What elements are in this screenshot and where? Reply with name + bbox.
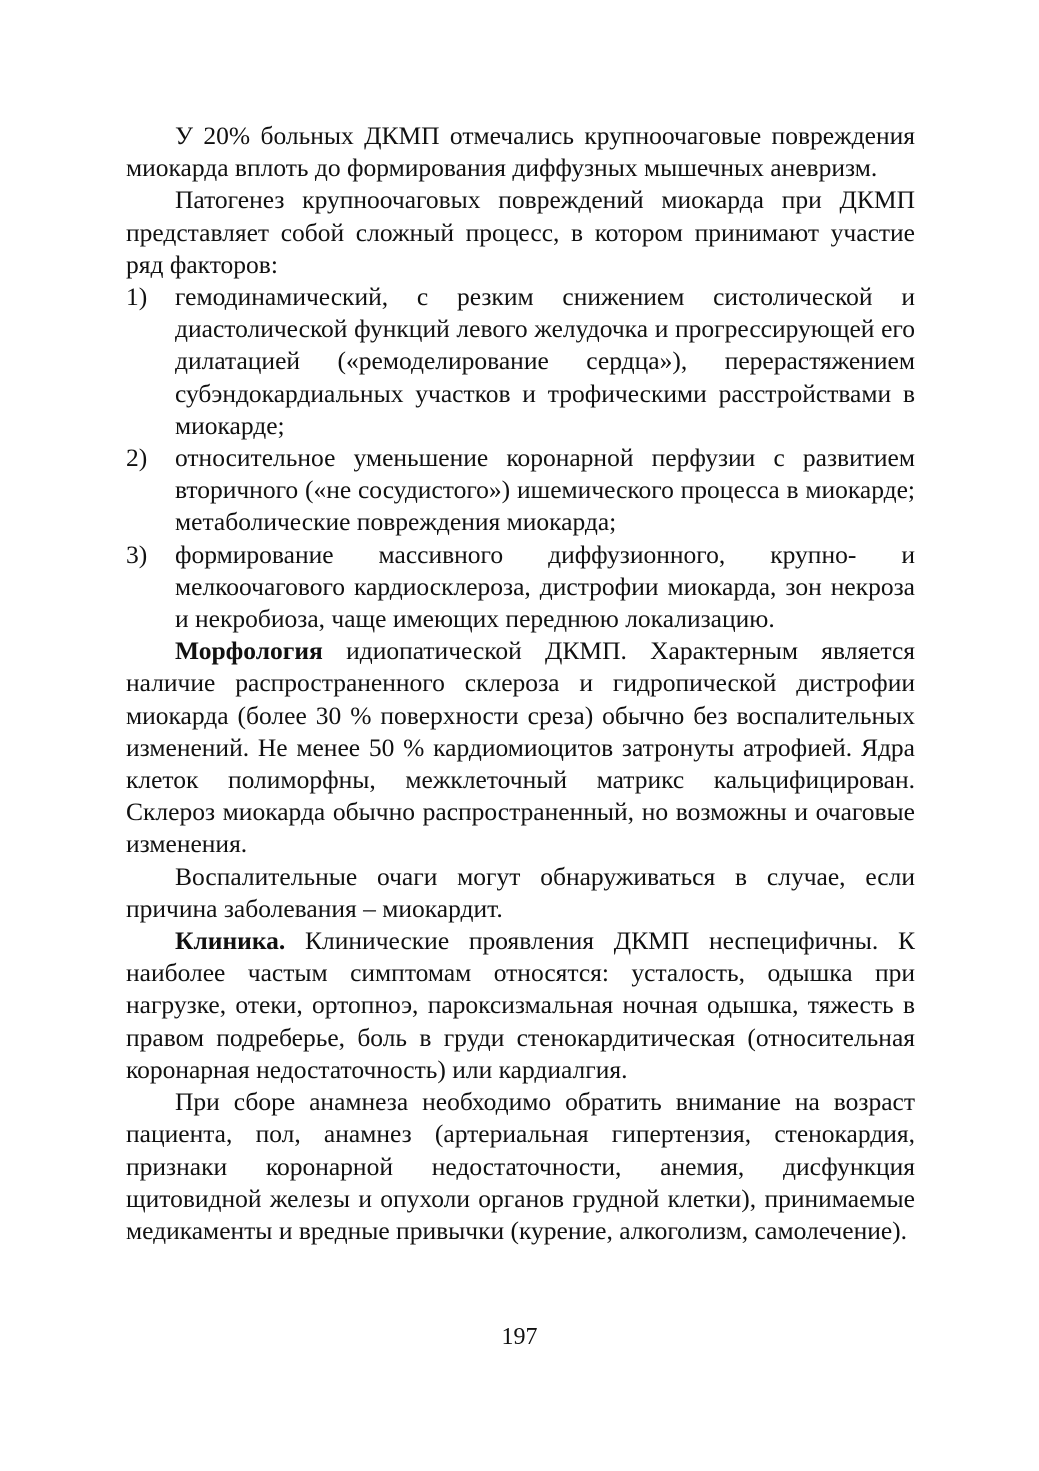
paragraph-dkmp-lesions: У 20% больных ДКМП отмечались крупноочаговые повреждения миокарда вплоть до формирования диффузных мышечных аневризм. <box>126 121 915 183</box>
clinic-heading: Клиника. <box>175 926 286 956</box>
list-item <box>126 442 915 539</box>
list-item-text: относительное уменьшение коронарной перфузии с развитием вторичного («не сосудистого») ишемического процесса в миокарде; метаболические повреждения миокарда; <box>175 443 915 537</box>
paragraph-inflammation: Воспалительные очаги могут обнаруживаться в случае, если причина заболевания – миокардит. <box>126 861 915 923</box>
list-item-number: 1) <box>126 282 148 312</box>
paragraph-morphology <box>126 635 915 860</box>
paragraph-clinic <box>126 925 915 1086</box>
paragraph-pathogenesis: Патогенез крупноочаговых повреждений миокарда при ДКМП представляет собой сложный процесс, в котором принимают участие ряд факторов: <box>126 185 915 279</box>
factors-list <box>126 281 915 635</box>
paragraph-anamnesis: При сборе анамнеза необходимо обратить внимание на возраст пациента, пол, анамнез (артериальная гипертензия, стенокардия, признаки коронарной недостаточности, анемия, дисфункция щитовидной железы и опухоли органов грудной клетки), принимаемые медикаменты и вредные привычки (курение, алкоголизм, самолечение). <box>126 1087 915 1245</box>
morphology-heading: Морфология <box>175 636 323 666</box>
clinic-text: Клинические проявления ДКМП неспецифичны. К наиболее частым симптомам относятся: усталость, одышка при нагрузке, отеки, ортопноэ, пароксизмальная ночная одышка, тяжесть в правом подреберье, боль в груди стенокардитическая (относительная коронарная недостаточность) или кардиалгия. <box>126 926 915 1084</box>
morphology-text: идиопатической ДКМП. Характерным является наличие распространенного склероза и гидропической дистрофии миокарда (более 30 % поверхности среза) обычно без воспалительных изменений. Не менее 50 % кардиомиоцитов затронуты атрофией. Ядра клеток полиморфны, межклеточный матрикс кальцифицирован. Склероз миокарда обычно распространенный, но возможны и очаговые изменения. <box>126 636 915 859</box>
list-item <box>126 281 915 442</box>
list-item-number: 3) <box>126 539 148 569</box>
list-item-text: гемодинамический, с резким снижением систолической и диастолической функций левого желудочка и прогрессирующей его дилатацией («ремоделирование сердца»), перерастяжением субэндокардиальных участков и трофическими расстройствами в миокарде; <box>175 282 915 440</box>
list-item <box>126 539 915 636</box>
list-item-number: 2) <box>126 443 148 473</box>
page-body <box>126 120 915 1247</box>
page-number: 197 <box>501 1324 538 1350</box>
list-item-text: формирование массивного диффузионного, крупно- и мелкоочагового кардиосклероза, дистрофии миокарда, зон некроза и некробиоза, чаще имеющих переднюю локализацию. <box>175 539 915 634</box>
